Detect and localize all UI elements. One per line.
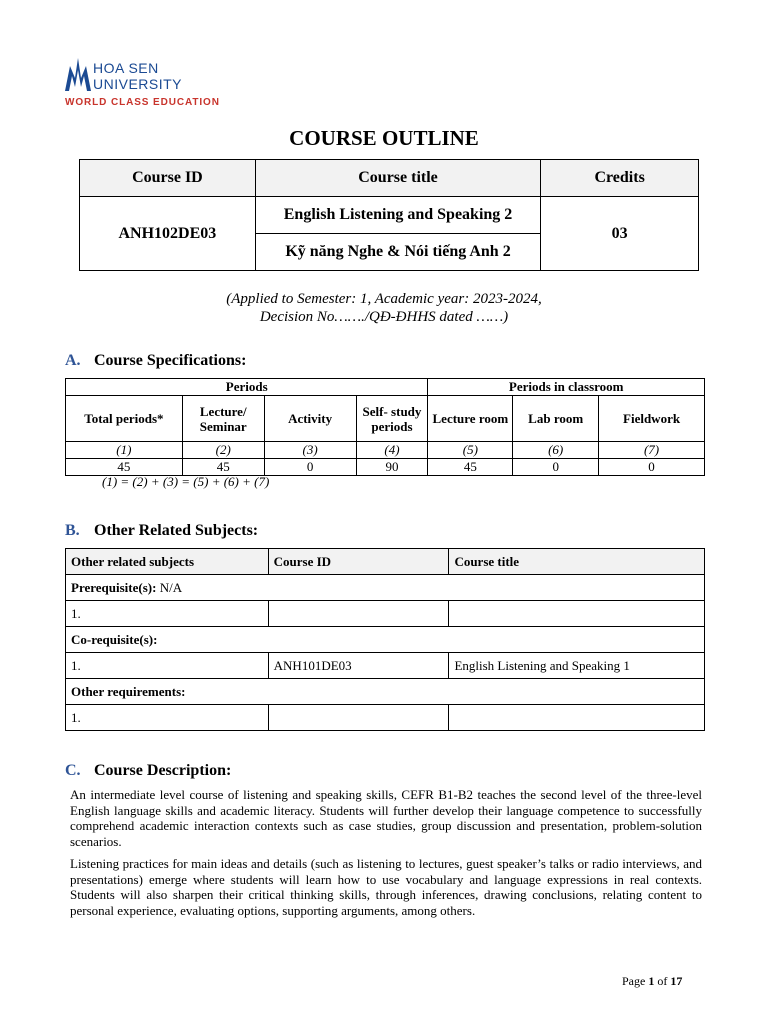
related-subjects-table	[65, 548, 705, 731]
periods-formula: (1) = (2) + (3) = (5) + (6) + (7)	[102, 474, 270, 489]
section-c-heading	[65, 762, 231, 780]
corequisite-label: Co-requisite(s):	[66, 627, 705, 653]
prerequisite-label: Prerequisite(s):	[71, 579, 157, 595]
section-c-number: C.	[65, 762, 81, 779]
applied-line1: (Applied to Semester: 1, Academic year: 2023-2024,	[226, 291, 542, 307]
header-credits: Credits	[541, 160, 699, 197]
col-fieldwork: Fieldwork	[599, 396, 705, 442]
course-id-value: ANH102DE03	[80, 197, 256, 271]
other-requirement-item: 1.	[66, 705, 269, 731]
applied-line2: Decision No……./QĐ-ĐHHS dated ……)	[259, 309, 509, 325]
header-course-title: Course title	[255, 160, 540, 197]
section-a-title: Course Specifications:	[94, 352, 247, 369]
applied-note	[0, 290, 768, 326]
credits-value: 03	[541, 197, 699, 271]
description-paragraph-1: An intermediate level course of listening and speaking skills, CEFR B1-B2 teaches the second level of the three-level English language skills and academic literacy. Students will further develop their language competence to successfully comprehend academic interaction contexts such as case studies, group discussion and presentation, problem-solution scenarios.	[70, 787, 702, 849]
index-cell: (5)	[428, 442, 513, 459]
related-subjects-header-row	[66, 549, 705, 575]
section-b-heading	[65, 522, 258, 540]
course-title-vi: Kỹ năng Nghe & Nói tiếng Anh 2	[255, 234, 540, 271]
page-current: 1	[648, 974, 655, 988]
corequisite-item: 1.	[66, 653, 269, 679]
value-cell: 45	[428, 459, 513, 476]
value-cell: 45	[182, 459, 264, 476]
table-row	[66, 601, 705, 627]
table-row	[66, 705, 705, 731]
section-b-number: B.	[65, 522, 80, 539]
course-specifications-table	[65, 378, 705, 476]
value-cell: 45	[66, 459, 183, 476]
index-cell: (1)	[66, 442, 183, 459]
col-self-study: Self- study periods	[356, 396, 428, 442]
header-course-id: Course ID	[80, 160, 256, 197]
university-logo	[64, 56, 220, 112]
values-row	[66, 459, 705, 476]
index-cell: (3)	[264, 442, 356, 459]
logo-text-line1: HOA SEN	[93, 60, 159, 76]
index-row	[66, 442, 705, 459]
prerequisite-row	[66, 575, 705, 601]
header-related-course-id: Course ID	[268, 549, 449, 575]
course-table-header-row	[80, 160, 699, 197]
corequisite-course-id: ANH101DE03	[268, 653, 449, 679]
section-c-title: Course Description:	[94, 762, 232, 779]
logo-text-line2: UNIVERSITY	[93, 76, 183, 92]
page-of-label: of	[654, 974, 671, 988]
index-cell: (6)	[513, 442, 599, 459]
col-activity: Activity	[264, 396, 356, 442]
section-a-number: A.	[65, 352, 81, 369]
prerequisite-course-title	[449, 601, 705, 627]
lotus-logo-icon	[64, 56, 92, 94]
value-cell: 90	[356, 459, 428, 476]
periods-group-header: Periods	[66, 379, 428, 396]
prerequisite-course-id	[268, 601, 449, 627]
header-related-subjects: Other related subjects	[66, 549, 269, 575]
table-row	[66, 653, 705, 679]
value-cell: 0	[264, 459, 356, 476]
col-lecture-seminar: Lecture/ Seminar	[182, 396, 264, 442]
corequisite-course-title: English Listening and Speaking 1	[449, 653, 705, 679]
other-requirements-label: Other requirements:	[66, 679, 705, 705]
course-title-en: English Listening and Speaking 2	[255, 197, 540, 234]
index-cell: (4)	[356, 442, 428, 459]
index-cell: (7)	[599, 442, 705, 459]
logo-tagline: WORLD CLASS EDUCATION	[65, 97, 220, 108]
value-cell: 0	[513, 459, 599, 476]
description-paragraph-2: Listening practices for main ideas and details (such as listening to lectures, guest speaker’s talks or radio interviews, and presentations) emerge where students will learn how to use vocabulary and language expressions in real contexts. Students will also sharpen their critical thinking skills, through inferences, drawing conclusions, relating content to personal experience, evaluating options, supporting arguments, among others.	[70, 856, 702, 918]
index-cell: (2)	[182, 442, 264, 459]
value-cell: 0	[599, 459, 705, 476]
prerequisite-item: 1.	[66, 601, 269, 627]
col-total-periods: Total periods*	[66, 396, 183, 442]
classroom-group-header: Periods in classroom	[428, 379, 705, 396]
header-related-course-title: Course title	[449, 549, 705, 575]
col-lab-room: Lab room	[513, 396, 599, 442]
page-number	[622, 974, 682, 989]
course-info-table	[79, 159, 699, 271]
page-label: Page	[622, 974, 649, 988]
col-lecture-room: Lecture room	[428, 396, 513, 442]
section-b-title: Other Related Subjects:	[94, 522, 259, 539]
document-title: COURSE OUTLINE	[289, 126, 479, 150]
section-a-heading	[65, 352, 246, 370]
page-total: 17	[670, 974, 683, 988]
prerequisite-value: N/A	[156, 579, 183, 595]
other-requirement-course-title	[449, 705, 705, 731]
other-requirement-course-id	[268, 705, 449, 731]
